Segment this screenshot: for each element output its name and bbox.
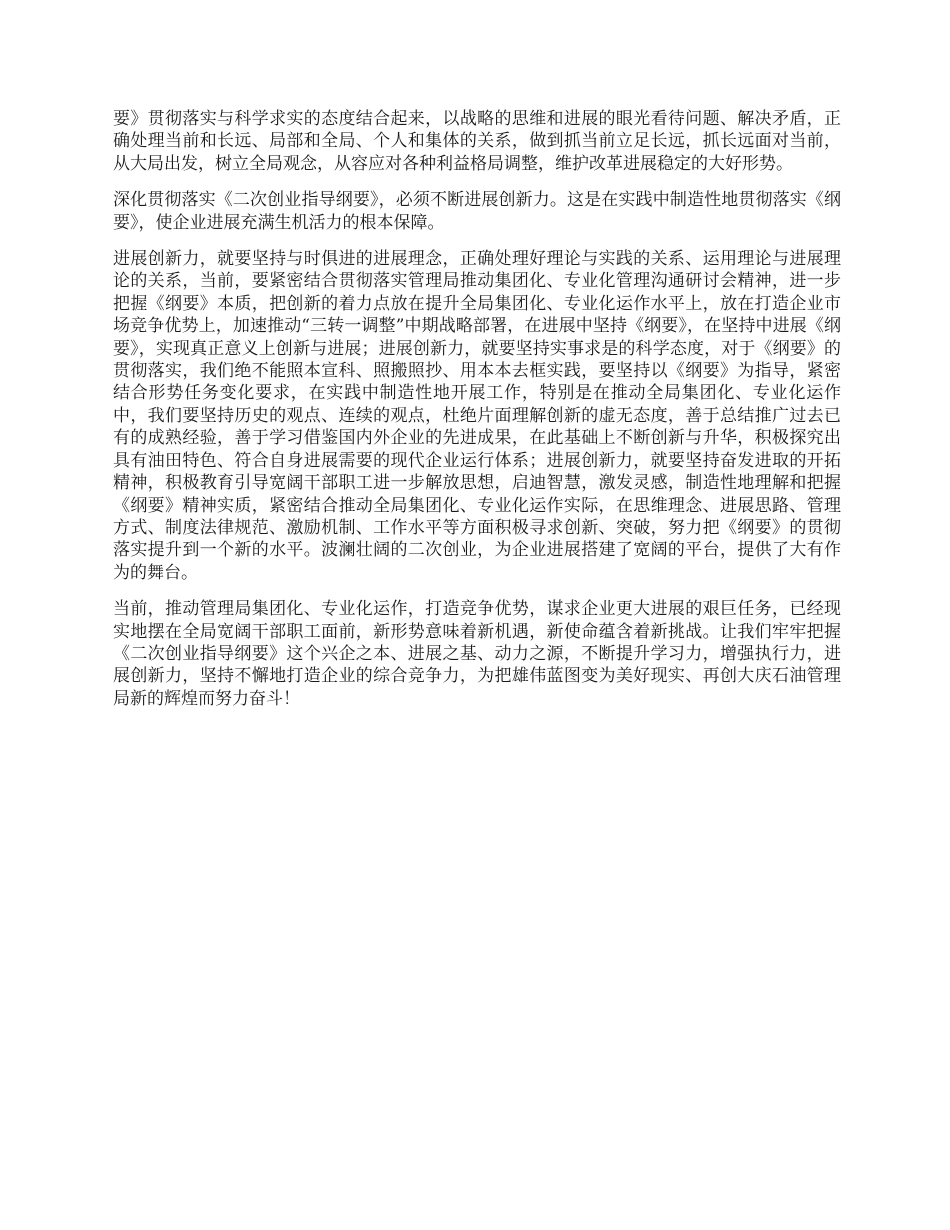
paragraph-3: 进展创新力，就要坚持与时俱进的进展理念，正确处理好理论与实践的关系、运用理论与进展理论的关系，当前，要紧密结合贯彻落实管理局推动集团化、专业化管理沟通研讨会精神，进一步把握《纲要》本质，把创新的着力点放在提升全局集团化、专业化运作水平上，放在打造企业市场竞争优势上，加速推动“三转一调整”中期战略部署，在进展中坚持《纲要》，在坚持中进展《纲要》，实现真正意义上创新与进展；进展创新力，就要坚持实事求是的科学态度，对于《纲要》的贯彻落实，我们绝不能照本宣科、照搬照抄、用本本去框实践，要坚持以《纲要》为指导，紧密结合形势任务变化要求，在实践中制造性地开展工作，特别是在推动全局集团化、专业化运作中，我们要坚持历史的观点、连续的观点，杜绝片面理解创新的虚无态度，善于总结推广过去已有的成熟经验，善于学习借鉴国内外企业的先进成果，在此基础上不断创新与升华，积极探究出具有油田特色、符合自身进展需要的现代企业运行体系；进展创新力，就要坚持奋发进取的开拓精神，积极教育引导宽阔干部职工进一步解放思想，启迪智慧，激发灵感，制造性地理解和把握《纲要》精神实质，紧密结合推动全局集团化、专业化运作实际，在思维理念、进展思路、管理方式、制度法律规范、激励机制、工作水平等方面积极寻求创新、突破，努力把《纲要》的贯彻落实提升到一个新的水平。波澜壮阔的二次创业，为企业进展搭建了宽阔的平台，提供了大有作为的舞台。 — [113, 249, 841, 583]
paragraph-2: 深化贯彻落实《二次创业指导纲要》，必须不断进展创新力。这是在实践中制造性地贯彻落实《纲要》，使企业进展充满生机活力的根本保障。 — [113, 190, 841, 233]
paragraph-1: 要》贯彻落实与科学求实的态度结合起来，以战略的思维和进展的眼光看待问题、解决矛盾，正确处理当前和长远、局部和全局、个人和集体的关系，做到抓当前立足长远，抓长远面对当前，从大局出发，树立全局观念，从容应对各种利益格局调整，维护改革进展稳定的大好形势。 — [113, 109, 841, 174]
document-body — [113, 108, 841, 724]
paragraph-4: 当前，推动管理局集团化、专业化运作，打造竞争优势，谋求企业更大进展的艰巨任务，已经现实地摆在全局宽阔干部职工面前，新形势意味着新机遇，新使命蕴含着新挑战。让我们牢牢把握《二次创业指导纲要》这个兴企之本、进展之基、动力之源，不断提升学习力，增强执行力，进展创新力，坚持不懈地打造企业的综合竞争力，为把雄伟蓝图变为美好现实、再创大庆石油管理局新的辉煌而努力奋斗！ — [113, 599, 841, 709]
